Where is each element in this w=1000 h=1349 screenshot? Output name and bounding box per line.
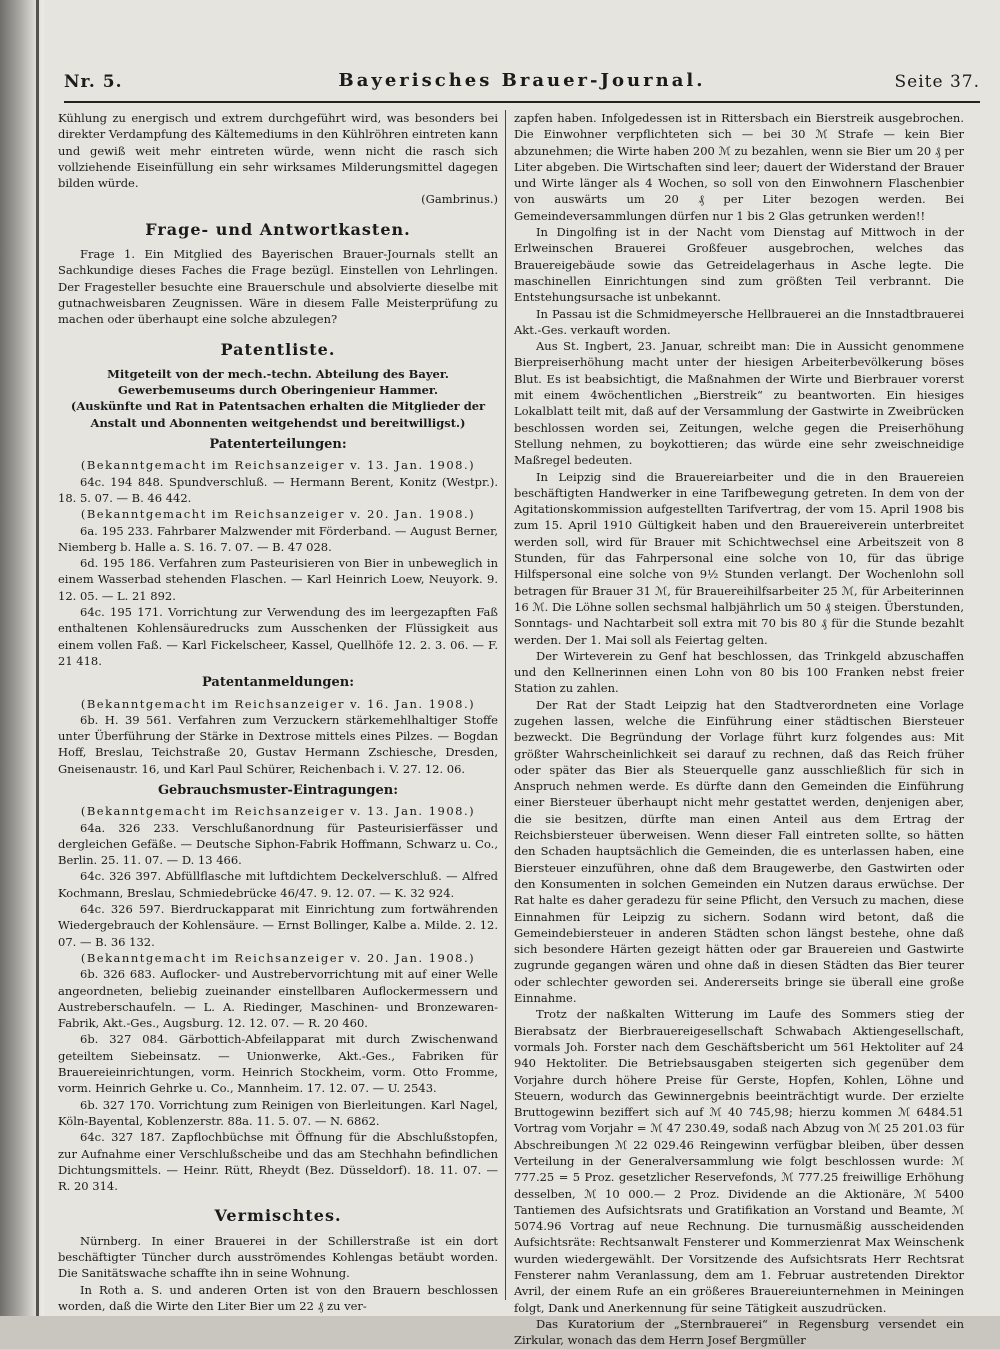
page-header <box>64 70 980 100</box>
news-leipzig-biersteuer: Der Rat der Stadt Leipzig hat den Stadtverordneten eine Vorlage zugehen lassen, welche die Einführung einer städtischen Biersteuer bezweckt. Die Begründung der Vorlage führt kurz folgendes aus: Mit größter Wahrscheinlichkeit sei darauf zu rechnen, daß das Reich früher oder später das Bier als Steuerquelle ganz ausschließlich für sich in Anspruch nehmen werde. Es dürfte dann den Gemeinden die Einführung einer Biersteuer überhaupt nicht mehr gestattet werden, denjenigen aber, die sie besitzen, dürfte man einen Anteil aus dem Ertrag der Reichsbiersteuer überweisen. Wenn dieser Fall eintreten sollte, so hätten den Schaden hauptsächlich die Gemeinden, die es unterlassen haben, eine Biersteuer einzuführen, ohne daß dem Braugewerbe, den Gastwirten oder den Konsumenten in solchen Gemeinden ein Nutzen daraus erwüchse. Der Rat halte es daher geradezu für seine Pflicht, den Versuch zu machen, diese Einnahmen für Leipzig zu sichern. Sodann wird betont, daß die Gemeindebiersteuer in anderen Städten schon längst bestehe, ohne daß sich besondere Härten gezeigt hätten oder gar Brauereien und Gastwirte zugrunde gegangen wären und ohne daß in diesen Städten das Bier teurer oder schlechter geworden sei. Andererseits bringe sie überall eine große Einnahme. <box>514 697 964 1006</box>
heading-patenterteilungen: Patenterteilungen: <box>209 437 347 453</box>
announcement-line: (Bekanntgemacht im Reichsanzeiger v. 20. Jan. 1908.) <box>80 507 476 522</box>
spine-edge <box>36 0 39 1316</box>
patent-entry: 6b. 327 084. Gärbottich-Abfeilapparat mit durch Zwischenwand geteiltem Siebeinsatz. — Unionwerke, Akt.-Ges., Fabriken für Brauereieinrichtungen, vorm. Heinrich Stockheim, vorm. Otto Fromme, vorm. Heinrich Gehrke u. Co., Mannheim. 17. 12. 07. — U. 2543. <box>58 1032 498 1096</box>
intro-source: (Gambrinus.) <box>421 192 498 207</box>
news-nuernberg: Nürnberg. In einer Brauerei in der Schillerstraße ist ein dort beschäftigter Tüncher durch ausströmendes Kohlengas betäubt worden. Die Sanitätswache schaffte ihn in seine Wohnung. <box>58 1233 498 1281</box>
news-regensburg: Das Kuratorium der „Sternbrauerei“ in Regensburg versendet ein Zirkular, wonach das dem Herrn Josef Bergmüller <box>514 1316 964 1348</box>
announcement-line: (Bekanntgemacht im Reichsanzeiger v. 13. Jan. 1908.) <box>80 804 476 819</box>
announcement-line: (Bekanntgemacht im Reichsanzeiger v. 20. Jan. 1908.) <box>80 950 476 965</box>
heading-patentanmeldungen: Patentanmeldungen: <box>201 675 355 691</box>
patent-entry: 64c. 327 187. Zapflochbüchse mit Öffnung für die Abschlußstopfen, zur Aufnahme einer Verschlußscheibe und das am Stechhahn befindlichen Dichtungsmittels. — Heinr. Rütt, Rheydt (Bez. Düsseldorf). 18. 11. 07. — R. 20 314. <box>58 1130 498 1194</box>
heading-patentliste: Patentliste. <box>220 339 336 359</box>
heading-vermischtes: Vermischtes. <box>214 1206 342 1226</box>
news-leipzig-tarif: In Leipzig sind die Brauereiarbeiter und die in den Brauereien beschäftigten Handwerker in eine Tarifbewegung getreten. In dem von der Agitationskommission aufgestellten Tarifvertrag, der vom 15. April 1908 bis zum 15. April 1910 Gültigkeit haben und den Brauereiverein unterbreitet werden soll, wird für Brauer mit Schichtwechsel eine Arbeitszeit von 8 Stunden, für das Fahrpersonal eine solche von 10, für das übrige Hilfspersonal eine solche von 9½ Stunden verlangt. Der Wochenlohn soll betragen für Brauer 31 ℳ, für Brauereihilfsarbeiter 25 ℳ, für Arbeiterinnen 16 ℳ. Die Löhne sollen sechsmal halbjährlich um 50 ₰ steigen. Überstunden, Sonntags- und Nachtarbeit soll extra mit 70 bis 80 ₰ für die Stunde bezahlt werden. Der 1. Mai soll als Feiertag gelten. <box>514 469 964 647</box>
news-passau: In Passau ist die Schmidmeyersche Hellbrauerei an die Innstadtbrauerei Akt.-Ges. verkauft worden. <box>514 306 964 337</box>
news-rittersbach: zapfen haben. Infolgedessen ist in Rittersbach ein Bierstreik ausgebrochen. Die Einwohner verpflichteten sich — bei 30 ℳ Strafe — kein Bier abzunehmen; die Wirte haben 200 ℳ zu bezahlen, wenn sie Bier um 20 ₰ per Liter abgeben. Die Wirtschaften sind leer; dauert der Widerstand der Brauer und Wirte länger als 4 Wochen, so soll von den Einwohnern Flaschenbier von auswärts um 20 ₰ per Liter bezogen werden. Bei Gemeindeversammlungen dürfen nur 1 bis 2 Glas getrunken werden!! <box>514 111 964 223</box>
journal-title: Bayerisches Brauer-Journal. <box>338 70 706 91</box>
frage-paragraph: Frage 1. Ein Mitglied des Bayerischen Brauer-Journals stellt an Sachkundige dieses Faches die Frage bezügl. Einstellen von Lehrlingen. Der Fragesteller besuchte eine Brauerschule und absolvierte dieselbe mit gutnachweisbaren Zeugnissen. Wäre in diesem Falle Meisterprüfung zu machen oder überhaupt eine solche abzulegen? <box>58 247 498 327</box>
intro-paragraph: Kühlung zu energisch und extrem durchgeführt wird, was besonders bei direkter Verdampfung des Kältemediums in den Kühlröhren eintreten kann und gewiß weit mehr eintreten würde, wenn nicht die rasch sich vollziehende Eiseinfüllung ein sehr wirksames Milderungsmittel dagegen bilden würde. <box>58 111 498 191</box>
announcement-line: (Bekanntgemacht im Reichsanzeiger v. 13. Jan. 1908.) <box>80 458 476 473</box>
patent-entry: 64c. 326 597. Bierdruckapparat mit Einrichtung zum fortwährenden Wiedergebrauch der Kohlensäure. — Ernst Bollinger, Kalbe a. Milde. 2. 12. 07. — B. 36 132. <box>58 902 498 949</box>
patent-entry: 6b. H. 39 561. Verfahren zum Verzuckern stärkemehlhaltiger Stoffe unter Überführung der Stärke in Dextrose mittels eines Pilzes. — Bogdan Hoff, Breslau, Teichstraße 20, Gustav Hermann Zschiesche, Dresden, Gneisenaustr. 16, und Karl Paul Schürer, Reichenbach i. V. 27. 12. 06. <box>58 712 498 776</box>
news-st-ingbert: Aus St. Ingbert, 23. Januar, schreibt man: Die in Aussicht genommene Bierpreiserhöhung macht unter der hiesigen Arbeiterbevölkerung böses Blut. Es ist beabsichtigt, die Maßnahmen der Wirte und Bierbrauer vorerst mit einem 4wöchentlichen „Bierstreik“ zu beantworten. Ein hiesiges Lokalblatt teilt mit, daß auf der Versammlung der Gastwirte in Zweibrücken beschlossen worden sei, Zeitungen, welche gegen die Preiserhöhung Stellung nehmen, zu boykottieren; das würde eine sehr zweischneidige Maßregel bedeuten. <box>514 339 964 468</box>
patent-source-note: Mitgeteilt von der mech.-techn. Abteilung des Bayer. Gewerbemuseums durch Oberingenieur Hammer. <box>107 366 449 398</box>
patent-entry: 64a. 326 233. Verschlußanordnung für Pasteurisierfässer und dergleichen Gefäße. — Deutsche Siphon-Fabrik Hoffmann, Schwarz u. Co., Berlin. 25. 11. 07. — D. 13 466. <box>58 820 498 868</box>
right-column <box>514 110 964 1348</box>
patent-entry: 6b. 326 683. Auflocker- und Austrebervorrichtung mit auf einer Welle angeordneten, beliebig zueinander einstellbaren Auflockermessern und Austreberschaufeln. — L. A. Riedinger, Maschinen- und Bronzewaren-Fabrik, Akt.-Ges., Augsburg. 12. 12. 07. — R. 20 460. <box>58 967 498 1031</box>
heading-gebrauchsmuster: Gebrauchsmuster-Eintragungen: <box>157 782 399 798</box>
news-roth: In Roth a. S. und anderen Orten ist von den Brauern beschlossen worden, daß die Wirte den Liter Bier um 22 ₰ zu ver- <box>58 1282 498 1313</box>
patent-entry: 6a. 195 233. Fahrbarer Malzwender mit Förderband. — August Berner, Niemberg b. Halle a. S. 16. 7. 07. — B. 47 028. <box>58 523 498 554</box>
header-rule <box>64 101 980 103</box>
page-number: Seite 37. <box>894 72 980 92</box>
patent-entry: 64c. 326 397. Abfüllflasche mit luftdichtem Deckelverschluß. — Alfred Kochmann, Breslau, Schmiedebrücke 46/47. 9. 12. 07. — K. 32 924. <box>58 869 498 900</box>
patent-entry: 6d. 195 186. Verfahren zum Pasteurisieren von Bier in unbeweglich in einem Wasserbad stehenden Flaschen. — Karl Heinrich Loew, Neuyork. 9. 12. 05. — L. 21 892. <box>58 556 498 603</box>
heading-frage-antwort: Frage- und Antwortkasten. <box>145 219 411 239</box>
newspaper-page <box>44 0 1000 1348</box>
left-column <box>58 110 498 1313</box>
patent-advice-note: (Auskünfte und Rat in Patentsachen erhalten die Mitglieder der Anstalt und Abonnenten weitgehendst und bereitwilligst.) <box>70 399 486 430</box>
patent-entry: 64c. 195 171. Vorrichtung zur Verwendung des im leergezapften Faß enthaltenen Kohlensäuredrucks zum Ausschenken der Flüssigkeit aus einem vollen Faß. — Karl Fickelscheer, Kassel, Quellhöfe 12. 2. 3. 06. — F. 21 418. <box>58 605 498 668</box>
patent-entry: 6b. 327 170. Vorrichtung zum Reinigen von Bierleitungen. Karl Nagel, Köln-Bayental, Koblenzerstr. 88a. 11. 5. 07. — N. 6862. <box>58 1097 498 1128</box>
news-dingolfing: In Dingolfing ist in der Nacht vom Dienstag auf Mittwoch in der Erlweinschen Brauerei Großfeuer ausgebrochen, welches das Brauereigebäude sowie das Getreidelagerhaus in Asche legte. Die maschinellen Einrichtungen sind zum größten Teil verbrannt. Die Entstehungsursache ist unbekannt. <box>514 225 964 305</box>
news-genf: Der Wirteverein zu Genf hat beschlossen, das Trinkgeld abzuschaffen und den Kellnerinnen einen Lohn von 80 bis 100 Franken nebst freier Station zu zahlen. <box>514 648 964 696</box>
news-schwabach: Trotz der naßkalten Witterung im Laufe des Sommers stieg der Bierabsatz der Bierbrauereigesellschaft Schwabach Aktiengesellschaft, vormals Joh. Forster nach dem Geschäftsbericht um 561 Hektoliter auf 24 940 Hektoliter. Die Betriebsausgaben steigerten sich gegenüber dem Vorjahre durch höhere Preise für Gerste, Hopfen, Kohlen, Löhne und Steuern, wodurch das Gewinnergebnis beeinträchtigt wurde. Der erzielte Bruttogewinn beziffert sich auf ℳ 40 745,98; hierzu kommen ℳ 6484.51 Vortrag vom Vorjahr = ℳ 47 230.49, sodaß nach Abzug von ℳ 25 201.03 für Abschreibungen ℳ 22 029.46 Reingewinn verfügbar bleiben, über dessen Verteilung in der Generalversammlung wie folgt beschlossen wurde: ℳ 777.25 = 5 Proz. gesetzlicher Reservefonds, ℳ 777.25 freiwillige Erhöhung desselben, ℳ 10 000.— 2 Proz. Dividende an die Aktionäre, ℳ 5400 Tantiemen des Aufsichtsrats und Gratifikation an Vorstand und Beamte, ℳ 5074.96 Vortrag auf neue Rechnung. Die turnusmäßig ausscheidenden Aufsichtsräte: Rechtsanwalt Fensterer und Kommerzienrat Max Weinschenk wurden wiedergewählt. Der Vorsitzende des Aufsichtsrats Herr Rechtsrat Fensterer nahm Veranlassung, dem am 1. Februar austretenden Direktor Avril, der einem Rufe an ein größeres Brauereiunternehmen in Meiningen folgt, Dank und Anerkennung für seine Tätigkeit auszudrücken. <box>514 1007 964 1315</box>
column-divider <box>505 110 506 1300</box>
announcement-line: (Bekanntgemacht im Reichsanzeiger v. 16. Jan. 1908.) <box>80 696 476 711</box>
patent-entry: 64c. 194 848. Spundverschluß. — Hermann Berent, Konitz (Westpr.). 18. 5. 07. — B. 46 442. <box>58 474 498 505</box>
issue-number: Nr. 5. <box>64 72 123 92</box>
